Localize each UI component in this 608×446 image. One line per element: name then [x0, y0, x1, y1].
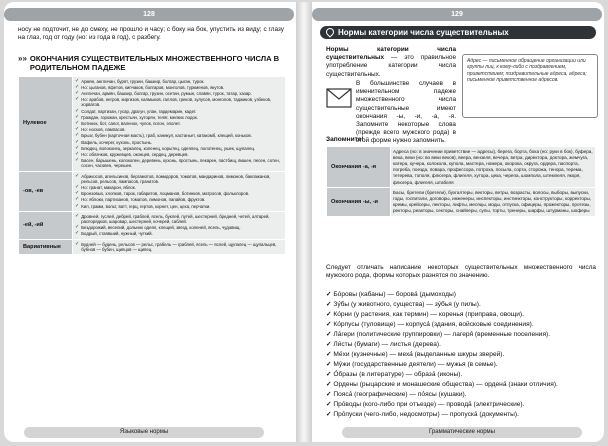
list-item [75, 109, 283, 114]
check-icon: ✓ [75, 230, 80, 237]
check-icon: ✓ [75, 172, 80, 179]
table-row [19, 77, 286, 172]
row-content [73, 77, 286, 172]
check-icon: ✓ [75, 144, 80, 151]
item-text: Но: цыганов, яфетов, кипчаков, болгаров, монголов, туркменов, якутов. [81, 84, 225, 90]
list-item [75, 127, 283, 132]
check-icon: ✓ [75, 107, 80, 114]
row-label: Вариативные [19, 240, 73, 255]
section-heading-text: ОКОНЧАНИЯ СУЩЕСТВИТЕЛЬНЫХ МНОЖЕСТВЕННОГО ЧИСЛА В РОДИТЕЛЬНОМ ПАДЕЖЕ [29, 54, 280, 72]
check-icon: ✓ [75, 138, 80, 145]
list-item [75, 146, 283, 151]
item-text: Но: носков, лампасов. [81, 127, 126, 133]
check-icon: ✓ [75, 190, 80, 197]
check-icon: ✓ [75, 96, 80, 103]
list-item: ✓ Ордены (рыцарские и монашеские общества) — ордена́ (знаки отличия). [326, 380, 598, 390]
list-item: ✓ Бо́ровы (кабаны) — борова́ (дымоходы) [326, 290, 598, 300]
table-row [19, 172, 286, 212]
meaning-pairs-list [326, 290, 598, 420]
row-content [73, 212, 286, 240]
check-icon: ✓ [75, 113, 80, 120]
table-row [19, 240, 286, 255]
item-text: Граждан, горожан, крестьян, хуторян, теляг, мелких лодок. [81, 114, 198, 120]
item-text: Но: арабов, негров, киргизов, калмыков, галлов, греков, зулусов, монголов, таджиков, узбеков, хорватов. [81, 97, 272, 108]
row-label: -ов, -ев [19, 172, 73, 212]
list-item [75, 191, 283, 196]
intro-text: носу не подточит, не до смеху, не прошло и часу; с боку на бок, упустить из виду; с глазу на глаз, год от году (но: из года в год), с разбегу. [18, 26, 284, 42]
page-title [320, 26, 596, 39]
definition-term: Нормы категории числа существительных [326, 46, 456, 62]
list-item: ✓ Ла́гери (политические группировки) — лагеря́ (временные поселения). [326, 330, 598, 340]
list-item [75, 140, 283, 145]
list-item [75, 79, 283, 84]
section-heading [18, 54, 284, 72]
pin-icon [324, 26, 335, 37]
row-content: Басы, бретели (бретели), бухгалтеры, векторы, ветры, возрасты, волосы, выборы, выпуски, годы, госпитали, договоры, инженеры, инспекторы, инстинкторы, конструкторы, корректоры, кремы, крейсеры, лекторы, лифты, месяцы, моды, отпуска, офицеры, прожекторы, протезы, ректоры, реакторы, секторы, снайперы, супы, торты, тренеры, шарфы, штурманы, шоферы [391, 188, 596, 217]
item-text: Бездорожий, веселий, дольних одеял, клещей, звезд, коленей, ясель, чудовищ. [81, 225, 241, 231]
item-text: Басен, барышень, колоколен, деревень, кухонь, простынь, пекарен, пастбищ, вишен, песен, сотен, сосен, часовен, черешен. [81, 158, 280, 169]
item-text: Армян, англичан, бурят, грузин, башкир, болгар, цыган, турок. [81, 78, 205, 84]
page-number: 128 [4, 8, 294, 21]
page-title-text: Нормы категории числа существительных [338, 28, 509, 37]
list-item [75, 115, 283, 120]
item-text: Вафель, кочерег, кухонь, простынь. [81, 139, 153, 145]
check-icon: ✓ [75, 119, 80, 126]
check-icon: ✓ [75, 240, 80, 247]
list-item [75, 133, 283, 138]
item-text: Ботинок, бот, сапог, валенок, чулок, погон, эполет. [81, 120, 181, 126]
table-row [327, 147, 596, 188]
list-item [75, 225, 283, 230]
list-item [75, 91, 283, 96]
item-text: Брызг, бубен (карточная масть), граб, каникул, кастаньет, катакомб, клещей, коньков. [81, 133, 252, 139]
check-icon: ✓ [75, 83, 80, 90]
row-label: -ей, -ий [19, 212, 73, 240]
check-icon: ✓ [75, 196, 80, 203]
check-icon: ✓ [75, 202, 80, 209]
row-content: Адреса (но: в значении приветствие — адресы), берега, борта, бока (но: руки в бок), буфера, века, веки (но: во веки веков), веера, вензеля, вечера, ветра, директора, доктора, жемчуга, катера, кучера, колокола, купола, мастера, номера, окорока, округа, ордера, паспорта, погреба, поезда, повара, профессора, потроха, посыла, сорта, сторожа, тенора, терема, тетерева, тополя, флюгера, флигеля, хутора, цеха, черепа, шомпола, штемпеля, якоря, флюгера, флигеля, штабеля [391, 147, 596, 188]
item-text: Бодрый, стаявший, нужный, чуткий. [81, 231, 153, 237]
list-item [75, 231, 283, 236]
item-text: Англичан, армян, башкир, болгар, грузин, осетин, румын, славян, турок, татар, хазар. [81, 90, 252, 96]
page-number: 129 [312, 8, 602, 21]
list-item [75, 152, 283, 157]
check-icon: ✓ [75, 150, 80, 157]
endings-table [18, 76, 286, 255]
item-text: Бронзовых, хлопков, тарок, габаритов, лоцманов, ботинков, матросов, фольклоров. [81, 191, 250, 197]
list-item: ✓ Про́воды (кого-либо при отъезде) — провода́ (электрические). [326, 400, 598, 410]
row-label: Окончания -а, -я [327, 147, 391, 188]
double-chevron-icon: »» [18, 54, 27, 63]
list-item: ✓ Ко́рни (у растения, как термин) — коренья (приправа, овощи). [326, 310, 598, 320]
item-text: Дровней, гуслей, дебрей, граблей, ясель, буклей, путей, шестерней, бредней, четей, алтарей, распорядков, шаровар, шестерней, кочерей, саблей. [81, 213, 270, 224]
check-icon: ✓ [75, 212, 80, 219]
definition-text: — это правильное употребление категории числа существительных. [326, 54, 456, 78]
envelope-icon [326, 88, 352, 108]
plural-table [326, 146, 596, 217]
left-page [4, 2, 296, 442]
row-content [73, 240, 286, 255]
table-row [19, 212, 286, 240]
page-footer: Языковые нормы [24, 427, 264, 438]
list-item: ✓ Пояса́ (географические) — по́ясы (кушаки). [326, 390, 598, 400]
check-icon: ✓ [75, 77, 80, 84]
list-item [75, 197, 283, 202]
book-spine [296, 2, 312, 442]
list-item [75, 174, 283, 184]
list-item [75, 185, 283, 190]
address-note: Адрес — письменное обращение организации или группы лиц, к кому-либо с поздравлением, приветствием; поздравительные адреса, адреса; письменное приветственное адресов. [462, 54, 598, 118]
list-item [75, 242, 283, 252]
item-text: Блюдец, волоконец, зеркалец, коленец, корытец, одеялец, полотенец, ушек, щупалец. [81, 145, 256, 151]
list-item [75, 214, 283, 224]
check-icon: ✓ [75, 132, 80, 139]
list-item: ✓ О́бразы (в литературе) — образа́ (иконы). [326, 370, 598, 380]
list-item [75, 204, 283, 209]
list-item: ✓ Ме́хи (кузнечные) — меха́ (выделанные шкуры зверей). [326, 350, 598, 360]
list-item: ✓ Ли́сты (бумаги) — листья (дерева). [326, 340, 598, 350]
check-icon: ✓ [75, 126, 80, 133]
list-item [75, 85, 283, 90]
check-icon: ✓ [75, 224, 80, 231]
check-icon: ✓ [75, 183, 80, 190]
item-text: Но: гранат, макарон, яблок. [81, 184, 136, 190]
list-item [75, 97, 283, 107]
row-label: Окончания -ы, -и [327, 188, 391, 217]
intro-paragraph: В большинстве случаев в именительном падеже множественного числа существительные имеют окончания -ы, -и, -а, -я. Запомните некоторые слова (прежде всего мужского рода) в этой форме нужно запомнить. [356, 80, 456, 145]
distinction-paragraph: Следует отличать написание некоторых существительных множественного числа мужского рода, формы которых разнятся по значению. [326, 264, 596, 280]
check-icon: ✓ [75, 89, 80, 96]
item-text: Солдат, партизан, гусар, драгун, улан, гардемарин, кадет. [81, 108, 197, 114]
right-page [312, 2, 604, 442]
item-text: Будней — будень, рельсов — рельс, грабель — граблей, ясель — яслей, щупалец — щупальцев, бубнов — бубен, щипцов — щипец. [81, 241, 277, 252]
table-row [327, 188, 596, 217]
item-text: Кил, грамм, вольт, ватт, герц, гертов, корнет, цен, цеха, перчатки. [81, 203, 211, 209]
item-text: Но: облачков, кружевцев, оконцев, сердец, деревцев. [81, 151, 189, 157]
check-icon: ✓ [75, 157, 80, 164]
list-item [75, 158, 283, 168]
list-item: ✓ Му́жи (государственные деятели) — мужья (в семье). [326, 360, 598, 370]
remember-label: Запомните! [326, 136, 364, 143]
list-item: ✓ Про́пуски (чего-либо, недосмотры) — пропуска́ (документы). [326, 410, 598, 420]
list-item [75, 121, 283, 126]
item-text: Абрикосов, апельсинов, бергамотов, помидоров, томатов, мандаринов, лимонов, баклажанов, рельсов, рельсов, лампасов, гранатов. [81, 173, 271, 184]
item-text: Но: яблоки, партизанов, томатов, лимонов, папайов, фруктов. [81, 197, 206, 203]
row-label: Нулевое [19, 77, 73, 172]
row-content [73, 172, 286, 212]
list-item: ✓ Ко́рпусы (туловище) — корпуса́ (здания, войсковые соединения). [326, 320, 598, 330]
definition [326, 46, 456, 79]
page-footer: Грамматические нормы [342, 427, 582, 438]
list-item: ✓ Зу́бы (у животного, существа) — зу́бья (у пилы). [326, 300, 598, 310]
